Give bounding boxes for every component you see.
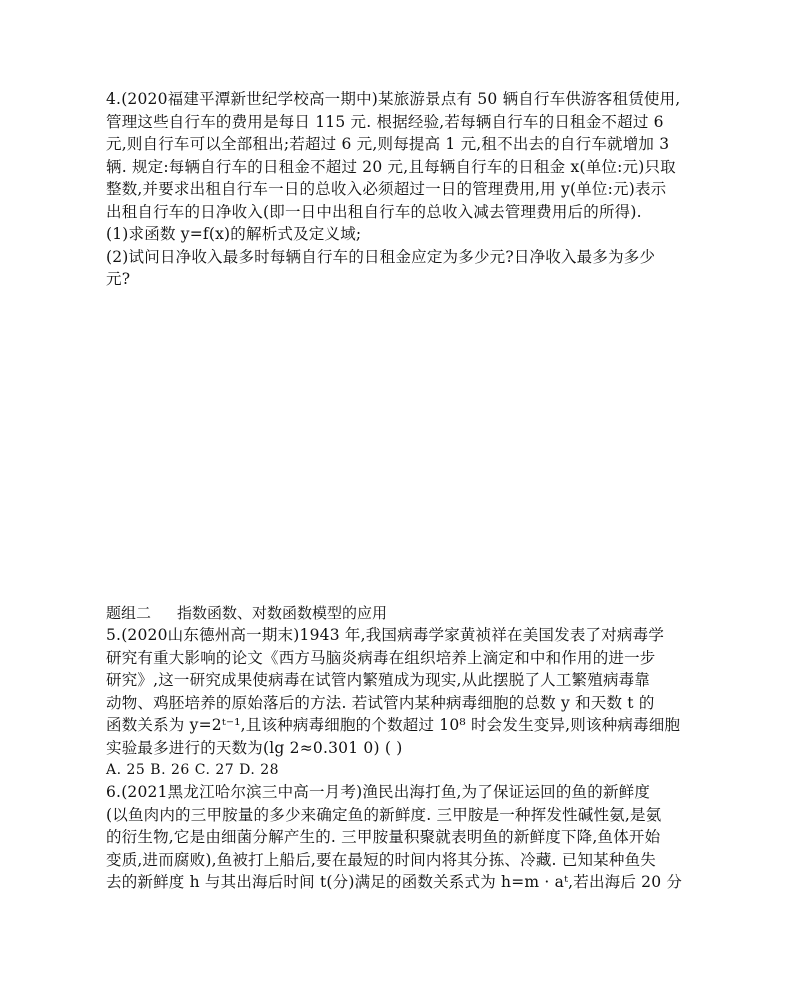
- question-5-line: 研究》,这一研究成果使病毒在试管内繁殖成为现实,从此摆脱了人工繁殖病毒靠: [106, 671, 651, 689]
- question-5-line: 动物、鸡胚培养的原始落后的方法. 若试管内某种病毒细胞的总数 y 和天数 t 的: [106, 693, 655, 712]
- question-4-line: 4.(2020福建平潭新世纪学校高一期中)某旅游景点有 50 辆自行车供游客租赁使用,: [106, 90, 681, 108]
- section-heading: [106, 602, 696, 624]
- question-4-part-2: (2)试问日净收入最多时每辆自行车的日租金应定为多少元?日净收入最多为多少: [106, 247, 656, 266]
- question-6-line: 的衍生物,它是由细菌分解产生的. 三甲胺量积聚就表明鱼的新鲜度下降,鱼体开始: [106, 828, 661, 846]
- question-5-line: 5.(2020山东德州高一期末)1943 年,我国病毒学家黄祯祥在美国发表了对病毒学: [106, 626, 665, 644]
- question-4: [106, 88, 696, 291]
- question-5: [106, 624, 696, 781]
- question-4-line: 辆. 规定:每辆自行车的日租金不超过 20 元,且每辆自行车的日租金 x(单位:元)只取: [106, 157, 676, 176]
- question-5-options: A. 25 B. 26 C. 27 D. 28: [106, 762, 280, 778]
- question-4-part-1: (1)求函数 y=f(x)的解析式及定义域;: [106, 225, 362, 243]
- question-6-line: 6.(2021黑龙江哈尔滨三中高一月考)渔民出海打鱼,为了保证运回的鱼的新鲜度: [106, 783, 651, 801]
- question-6-line: (以鱼肉内的三甲胺量的多少来确定鱼的新鲜度. 三甲胺是一种挥发性碱性氨,是氨: [106, 805, 662, 824]
- question-4-line: 整数,并要求出租自行车一日的总收入必须超过一日的管理费用,用 y(单位:元)表示: [106, 180, 667, 198]
- question-4-part-2-cont: 元?: [106, 270, 131, 288]
- question-6-line: 去的新鲜度 h 与其出海后时间 t(分)满足的函数关系式为 h=m · aᵗ,若出海后 20 分: [106, 873, 683, 891]
- question-4-line: 管理这些自行车的费用是每日 115 元. 根据经验,若每辆自行车的日租金不超过 6: [106, 112, 664, 131]
- question-4-line: 出租自行车的日净收入(即一日中出租自行车的总收入减去管理费用后的所得).: [106, 202, 642, 221]
- section-group-2: [106, 602, 696, 894]
- question-6-line: 变质,进而腐败),鱼被打上船后,要在最短的时间内将其分拣、冷藏. 已知某种鱼失: [106, 850, 656, 869]
- question-6: [106, 781, 696, 894]
- question-5-line: 研究有重大影响的论文《西方马脑炎病毒在组织培养上滴定和中和作用的进一步: [106, 648, 656, 667]
- question-4-line: 元,则自行车可以全部租出;若超过 6 元,则每提高 1 元,租不出去的自行车就增加 3: [106, 135, 670, 153]
- section-title: 指数函数、对数函数模型的应用: [177, 604, 388, 622]
- section-group-label: 题组二: [106, 604, 152, 622]
- question-5-line: 函数关系为 y=2ᵗ⁻¹,且该种病毒细胞的个数超过 10⁸ 时会发生变异,则该种病毒细胞: [106, 716, 681, 734]
- question-5-line: 实验最多进行的天数为(lg 2≈0.301 0) ( ): [106, 738, 403, 757]
